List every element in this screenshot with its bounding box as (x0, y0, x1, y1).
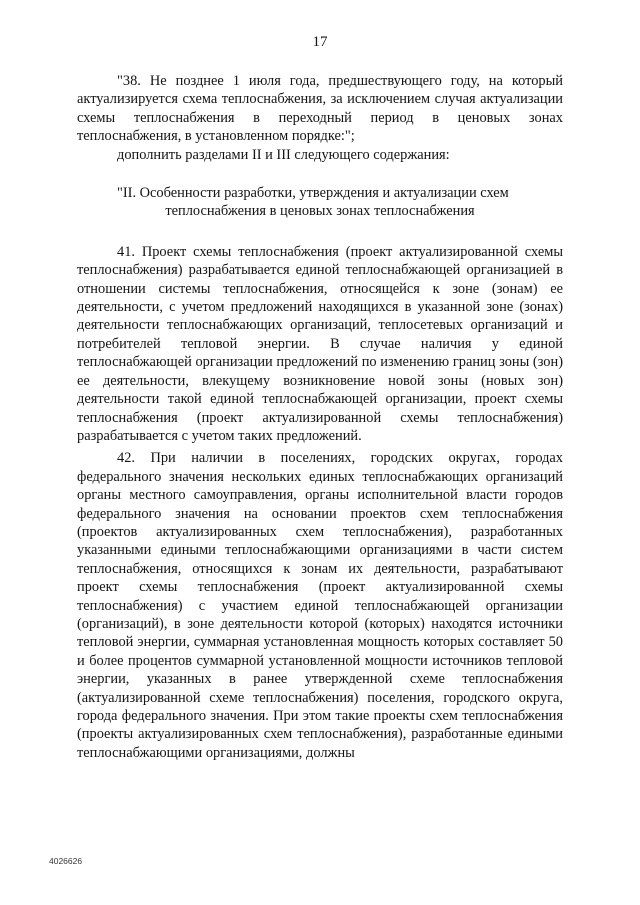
document-code: 4026626 (49, 856, 83, 866)
section-heading-line-1: "II. Особенности разработки, утверждения и актуализации схем (117, 185, 509, 202)
page-number: 17 (312, 34, 328, 50)
paragraph-supplement-note: дополнить разделами II и III следующего содержания: (117, 146, 450, 163)
paragraph-42: 42. При наличии в поселениях, городских округах, городах федерального значения нескольких единых теплоснабжающих организаций органы местного самоуправления, органы исполнительной власти городов федерального значения на основании проектов схем теплоснабжения (проектов актуализированных схем теплоснабжения), разработанных указанными едиными теплоснабжающими организациями в части систем теплоснабжения, относящихся к зонам их деятельности, разрабатывают проект схемы теплоснабжения (проект актуализированной схемы теплоснабжения) с участием единой теплоснабжающей организации (организаций), в зоне деятельности которой (которых) находятся источники тепловой энергии, суммарная установленная мощность которых составляет 50 и более процентов суммарной установленной мощности источников тепловой энергии, указанных в ранее утвержденной схеме теплоснабжения (актуализированной схеме теплоснабжения) поселения, городского округа, города федерального значения. При этом такие проекты схем теплоснабжения (проекты актуализированных схем теплоснабжения), разработанные едиными теплоснабжающими организациями, должны (77, 450, 563, 761)
section-heading-line-2: теплоснабжения в ценовых зонах теплоснабжения (165, 203, 475, 220)
paragraph-38: "38. Не позднее 1 июля года, предшествующего году, на который актуализируется схема теплоснабжения, за исключением случая актуализации схемы теплоснабжения в переходный период в ценовых зонах теплоснабжения, в установленном порядке:"; (77, 73, 563, 145)
document-body (77, 72, 563, 762)
section-heading (77, 184, 563, 221)
paragraph-41: 41. Проект схемы теплоснабжения (проект актуализированной схемы теплоснабжения) разрабатывается единой теплоснабжающей организацией в отношении системы теплоснабжения, относящейся к зоне (зонам) ее деятельности, с учетом предложений находящихся в указанной зоне (зонах) деятельности теплоснабжающих организаций, теплосетевых организаций и потребителей тепловой энергии. В случае наличия у единой теплоснабжающей организации предложений по изменению границ зоны (зон) ее деятельности, влекущему возникновение новой зоны (новых зон) деятельности такой единой теплоснабжающей организации, проект схемы теплоснабжения (проект актуализированной схемы теплоснабжения) разрабатывается с учетом таких предложений. (77, 243, 563, 444)
